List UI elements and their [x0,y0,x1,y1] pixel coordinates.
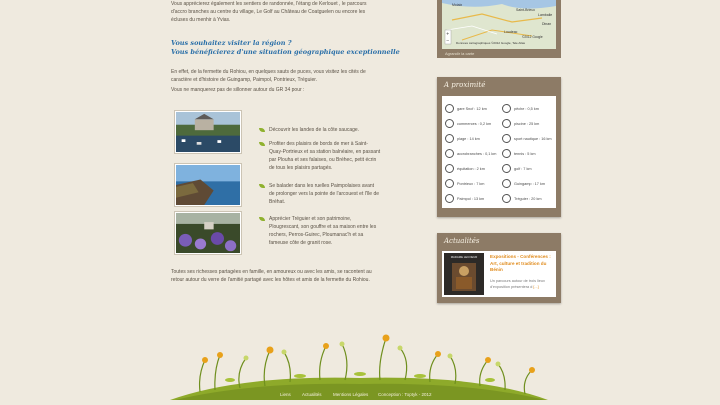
proximity-label: Guingamp : 17 km [514,182,546,186]
proximity-item [502,117,558,131]
enlarge-map-link[interactable]: Agrandir la carte [445,51,475,56]
list-item-text: de prolonger vers la pointe de l'arcouest et l'île de [269,191,380,197]
proximity-label: Pontrieux : 7 km [457,182,485,186]
footer-link-liens[interactable]: Liens [280,392,291,397]
map-label: Loudeac [504,30,518,34]
town-icon [445,194,454,203]
heading-line: Vous souhaitez visiter la région ? [171,39,292,47]
list-item [259,126,399,134]
proximity-item [445,117,501,131]
leaf-bullet-icon [259,142,265,146]
proximity-item [445,147,501,161]
proximity-item [502,102,558,116]
map-label: Lamballe [538,13,553,17]
list-item-text: par Plouha et ses falaises, ou Bréhec, petit écrin [269,157,377,163]
list-item-text: Apprécier Tréguier et son patrimoine, [269,216,352,222]
news-title-link[interactable]: Expositions - Conférences : Art, culture et tradition du Bénin [490,254,551,272]
news-thumbnail[interactable] [444,253,484,295]
intro-line: d'accro branches au centre du village, Le Golf au Château de Coatguelen ou encore les [171,9,366,15]
proximity-item [502,192,558,206]
meadow-illustration [0,330,720,400]
list-item-text: Découvrir les landes de la côte saucage. [269,127,360,133]
proximity-label: Paimpol : 13 km [457,197,485,201]
region-paragraph [171,68,403,84]
proximity-item [445,177,501,191]
heading-line: Vous bénéficierez d'une situation géographique exceptionnelle [171,48,400,56]
footer-link-mentions[interactable]: Mentions Légales [333,392,369,397]
map-widget [437,0,561,58]
proximity-item [502,162,558,176]
proximity-item [502,177,558,191]
proximity-label: gare Sncf : 12 km [457,107,487,111]
map-label: Moiaix [452,3,463,7]
proximity-item [502,147,558,161]
town-icon [502,179,511,188]
news-thumbnail-caption: MADAME LECOEUR [450,255,478,259]
list-item [259,182,399,206]
pool-icon [502,119,511,128]
news-widget [437,233,561,303]
map-label: Dinan [542,22,552,26]
list-item-text: Bréhat. [269,199,286,205]
proximity-item [445,102,501,116]
list-item-text: de tous les plaisirs partagés. [269,165,333,171]
list-item-text: rochers, Perros-Guirec, Ploumanac'h et sa [269,232,364,238]
train-icon [445,104,454,113]
list-item-text: Profiter des plaisirs de bords de mer à Saint- [269,141,368,147]
list-item [259,215,399,247]
tree-icon [445,149,454,158]
news-item[interactable] [442,251,556,297]
outro-line: retour autour du verre de l'amitié partagé avec les hôtes et amis de la fermette du Rohiou. [171,277,370,283]
proximity-label: commerces : 0,2 km [457,122,492,126]
map-label: Saint-Brieuc [516,8,536,12]
list-item-text: Plougrescant, son gouffre et sa maison entre les [269,224,377,230]
proximity-item [445,132,501,146]
news-excerpt [490,278,554,290]
list-item-text: Se balader dans les ruelles Paimpolaises avant [269,183,375,189]
outro-line: Toutes ses richesses partagées en famille, en amoureux ou avec les amis, se racontent au [171,269,372,275]
proximity-item [445,192,501,206]
proximity-label: accrobranches : 0,1 km [457,152,497,156]
footer-link-actualites[interactable]: Actualités [302,392,322,397]
town-icon [445,179,454,188]
golf-icon [502,164,511,173]
svg-text:−: − [446,38,450,43]
proximity-item [445,162,501,176]
proximity-label: golf : 7 km [514,167,532,171]
read-more-link[interactable]: [...] [533,285,539,289]
town-photo [174,110,242,154]
list-item [259,140,399,172]
beach-icon [445,134,454,143]
region-line: caractère et d'histoire de Guingamp, Paimpol, Pontrieux, Tréguier. [171,77,318,83]
proximity-widget [437,77,561,217]
list-item-text: Quay-Portrieux et sa station balnéaire, en passant [269,149,381,155]
town-icon [502,194,511,203]
leaf-bullet-icon [259,128,265,132]
news-excerpt-text: Un parcours autour de trois lieux d'exposition présentera d [490,279,545,289]
intro-line: écluses du menhir à Yvias. [171,17,231,23]
svg-text:+: + [446,31,450,36]
flowers-photo [174,211,242,255]
news-widget-title: Actualités [444,237,480,245]
proximity-label: équitation : 2 km [457,167,485,171]
news-thumbnail-art [444,253,484,295]
tennis-icon [502,149,511,158]
list-item-text: fameuse côte de granit rose. [269,240,333,246]
region-line: En effet, de la fermette du Rohiou, en quelques sauts de puces, vous visitez les cités de [171,69,366,75]
proximity-item [502,132,558,146]
proximity-label: piscine : 25 km [514,122,540,126]
coast-photo [174,163,242,207]
proximity-label: plage : 14 km [457,137,480,141]
intro-paragraph [171,0,403,24]
proximity-label: pêche : 0,5 km [514,107,539,111]
horse-icon [445,164,454,173]
proximity-title: A proximité [444,81,486,89]
map-data-credit: Données cartographiques ©2012 Google, Tele Atlas [456,41,526,45]
fishing-icon [502,104,511,113]
proximity-label: tennis : 5 km [514,152,536,156]
proximity-label: Tréguier : 20 km [514,197,542,201]
footer-credit: Conception : Toptyk - 2012 [378,392,432,397]
shop-icon [445,119,454,128]
map-view[interactable] [442,0,556,49]
sailing-icon [502,134,511,143]
section-heading [171,39,403,57]
proximity-label: sport nautique : 16 km [514,137,552,141]
leaf-bullet-icon [259,184,265,188]
map-copyright: ©2012 Google [522,35,543,39]
proximity-list [442,96,556,208]
intro-line: Vous apprécierez également les sentiers de randonnée, l'étang de Kerlouet , le parcours [171,1,367,7]
leaf-bullet-icon [259,217,265,221]
footer-meadow [0,330,720,400]
gr34-paragraph: Vous ne manquerez pas de sillonner autour du GR 34 pour : [171,87,305,93]
